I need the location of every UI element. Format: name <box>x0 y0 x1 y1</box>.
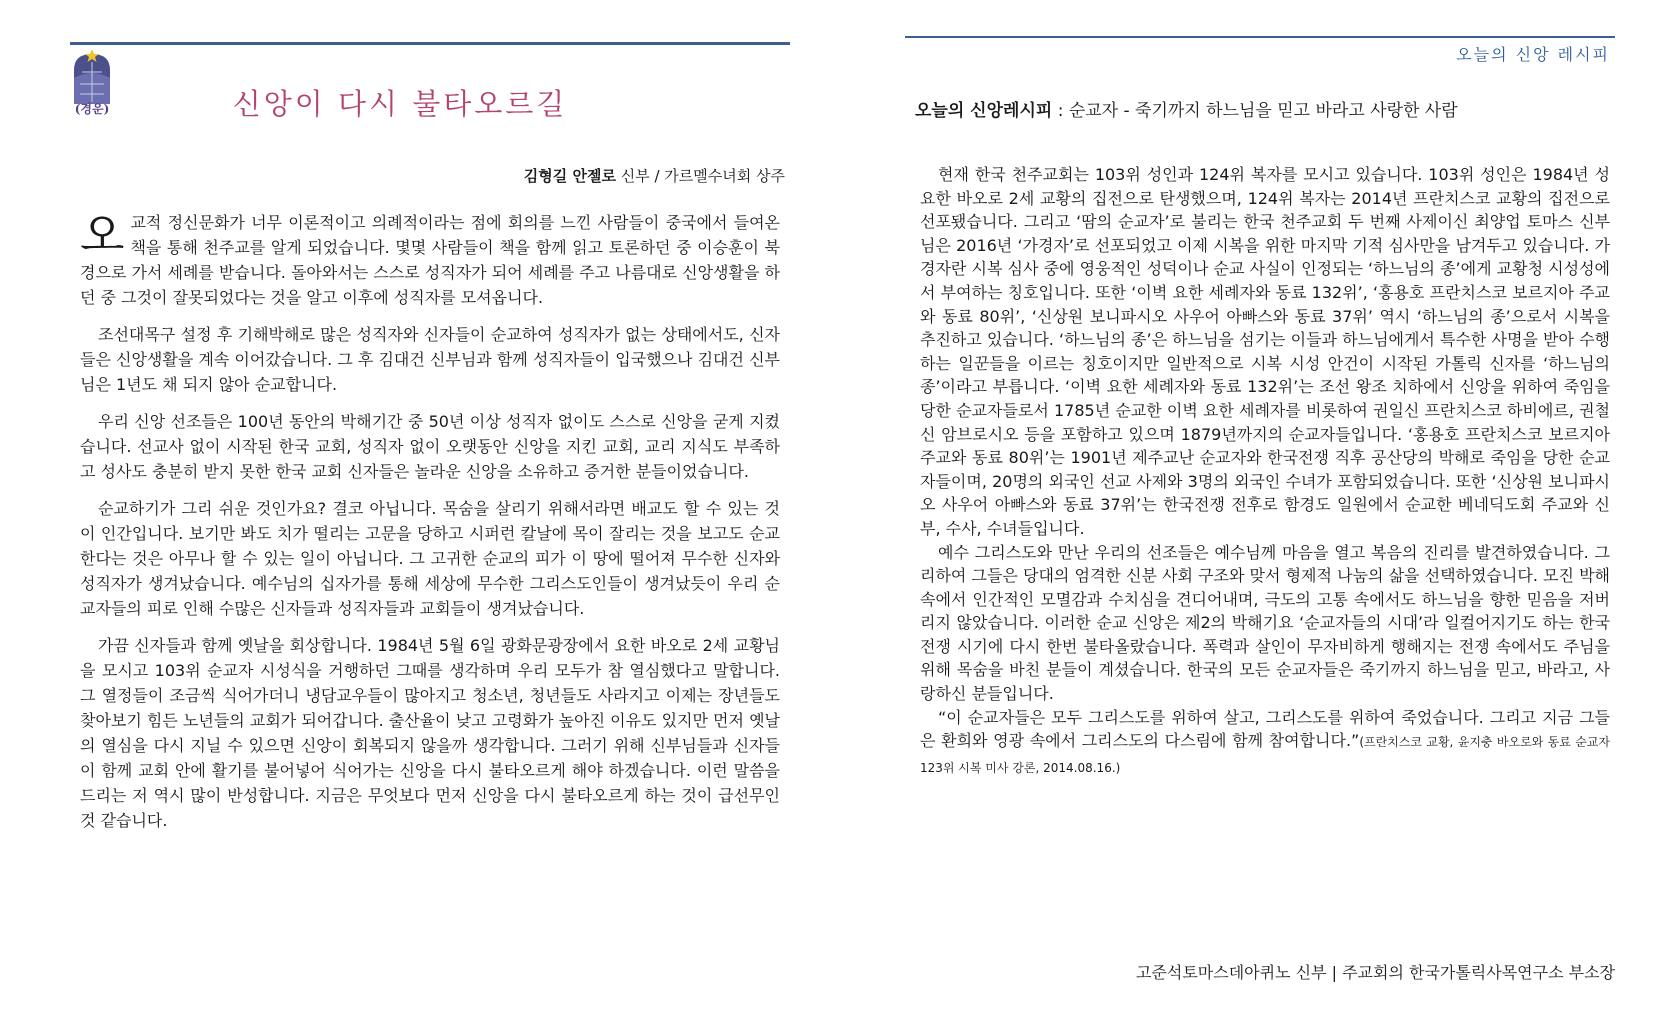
top-rule-left <box>70 42 790 45</box>
paragraph: 순교하기가 그리 쉬운 것인가요? 결코 아닙니다. 목숨을 살리기 위해서라면 배교도 할 수 있는 것이 인간입니다. 보기만 봐도 치가 떨리는 고문을 당하고 시퍼런 칼날에 목이 잘리는 것을 보고도 순교한다는 것은 아무나 할 수 있는 일이 아닙니다. 그 고귀한 순교의 피가 이 땅에 떨어져 무수한 신자와 성직자가 생겨났습니다. 예수님의 십자가를 통해 세상에 무수한 그리스도인들이 생겨났듯이 우리 순교자들의 피로 인해 수많은 신자들과 성직자들과 교회들이 생겨났습니다. <box>80 499 780 618</box>
top-rule-right <box>905 36 1615 38</box>
logo-label: (경운) <box>74 102 110 116</box>
paragraph: 우리 신앙 선조들은 100년 동안의 박해기간 중 50년 이상 성직자 없이도 스스로 신앙을 굳게 지켰습니다. 선교사 없이 시작된 한국 교회, 성직자 없이 오랫동안 신앙을 지킨 교회, 교리 지식도 부족하고 성사도 충분히 받지 못한 한국 교회 신자들은 놀라운 신앙을 소유하고 증거한 분들이었습니다. <box>80 412 780 481</box>
author-name: 김형길 안젤로 <box>523 167 616 185</box>
quote-text: “이 순교자들은 모두 그리스도를 위하여 살고, 그리스도를 위하여 죽었습니다. 그리고 지금 그들은 환희와 영광 속에서 그리스도의 다스림에 함께 참여합니다.” <box>920 707 1610 751</box>
author-role: 신부 / 가르멜수녀회 상주 <box>615 167 785 185</box>
left-page <box>60 0 785 1020</box>
author-byline-right: 고준석토마스데아퀴노 신부 | 주교회의 한국가톨릭사목연구소 부소장 <box>1135 963 1615 982</box>
section-header: 오늘의 신앙 레시피 <box>1456 45 1610 64</box>
paragraph: 가끔 신자들과 함께 옛날을 회상합니다. 1984년 5월 6일 광화문광장에서 요한 바오로 2세 교황님을 모시고 103위 순교자 시성식을 거행하던 그때를 생각하며 우리 모두가 참 열심했다고 말합니다. 그 열정들이 조금씩 식어가더니 냉담교우들이 많아지고 청소년, 청년들도 사라지고 이제는 장년들도 찾아보기 힘든 노년들의 교회가 되어갑니다. 출산율이 낮고 고령화가 높아진 이유도 있지만 먼저 옛날의 열심을 다시 지닐 수 있으면 신앙이 회복되지 않을까 생각합니다. 그러기 위해 신부님들과 신자들이 함께 교회 안에 활기를 불어넣어 식어가는 신앙을 다시 불타오르게 해야 하겠습니다. 이런 말씀을 드리는 저 역시 많이 반성합니다. 지금은 무엇보다 먼저 신앙을 다시 불타오르게 하는 것이 급선무인 것 같습니다. <box>80 636 780 830</box>
paragraph <box>80 210 780 310</box>
drop-cap: 오 <box>80 208 125 262</box>
paragraph: 현재 한국 천주교회는 103위 성인과 124위 복자를 모시고 있습니다. 103위 성인은 1984년 성 요한 바오로 2세 교황의 집전으로 탄생했으며, 124위 복자는 2014년 프란치스코 교황의 집전으로 선포됐습니다. 그리고 ‘땀의 순교자’로 불리는 한국 천주교회 두 번째 사제이신 최양업 토마스 신부님은 2016년 ‘가경자’로 선포되었고 이제 시복을 위한 마지막 기적 심사만을 남겨두고 있습니다. 가경자란 시복 심사 중에 영웅적인 성덕이나 순교 사실이 인정되는 ‘하느님의 종’에게 교황청 시성성에서 부여하는 칭호입니다. 또한 ‘이벽 요한 세례자와 동료 132위’, ‘홍용호 프란치스코 보르지아 주교와 동료 80위’, ‘신상원 보니파시오 사우어 아빠스와 동료 37위’ 역시 ‘하느님의 종’으로서 시복을 추진하고 있습니다. ‘하느님의 종’은 하느님을 섬기는 이들과 하느님에게서 특수한 사명을 받아 수행하는 일꾼들을 이르는 칭호이지만 일반적으로 시복 시성 안건이 시작된 가톨릭 신자를 ‘하느님의 종’이라고 부릅니다. ‘이벽 요한 세례자와 동료 132위’는 조선 왕조 치하에서 신앙을 위하여 죽임을 당한 순교자들로서 1785년 순교한 이벽 요한 세례자를 비롯하여 권일신 프란치스코 하비에르, 권철신 암브로시오 등을 포함하고 있으며 1879년까지의 순교자들입니다. ‘홍용호 프란치스코 보르지아 주교와 동료 80위’는 1901년 제주교난 순교자와 한국전쟁 직후 공산당의 박해로 죽임을 당한 순교자들이며, 20명의 외국인 선교 사제와 3명의 외국인 수녀가 포함되었습니다. 또한 ‘신상원 보니파시오 사우어 아빠스와 동료 37위’는 한국전쟁 전후로 함경도 일원에서 순교한 베네딕도회 주교와 신부, 수사, 수녀들입니다. <box>920 165 1610 538</box>
page-title: 신앙이 다시 불타오르길 <box>232 87 568 121</box>
quote-citation: (프란치스코 교황, 윤지충 바오로와 동료 순교자 123위 시복 미사 강론, 2014.08.16.) <box>920 735 1610 775</box>
paragraph: 예수 그리스도와 만난 우리의 선조들은 예수님께 마음을 열고 복음의 진리를 발견하였습니다. 그리하여 그들은 당대의 엄격한 신분 사회 구조와 맞서 형제적 나눔의 삶을 선택하였습니다. 모진 박해 속에서 인간적인 모멸감과 수치심을 견디어내며, 극도의 고통 속에서도 하느님을 향한 믿음을 저버리지 않았습니다. 이러한 순교 신앙은 제2의 박해기요 ‘순교자들의 시대’라 일컬어지기도 하는 한국전쟁 시기에 다시 한번 불타올랐습니다. 폭력과 살인이 무자비하게 행해지는 전쟁 속에서도 주님을 위해 목숨을 바친 분들이 계셨습니다. 한국의 모든 순교자들은 죽기까지 하느님을 믿고, 바라고, 사랑하신 분들입니다. <box>920 542 1610 704</box>
quote-paragraph <box>920 706 1610 781</box>
paragraph-text: 교적 정신문화가 너무 이론적이고 의례적이라는 점에 회의를 느낀 사람들이 중국에서 들여온 책을 통해 천주교를 알게 되었습니다. 몇몇 사람들이 책을 함께 읽고 토론하던 중 이승훈이 북경으로 가서 세례를 받습니다. 돌아와서는 스스로 성직자가 되어 세례를 주고 나름대로 신앙생활을 하던 중 그것이 잘못되었다는 것을 알고 이후에 성직자를 모셔옵니다. <box>80 213 780 307</box>
paragraph: 조선대목구 설정 후 기해박해로 많은 성직자와 신자들이 순교하여 성직자가 없는 상태에서도, 신자들은 신앙생활을 계속 이어갔습니다. 그 후 김대건 신부님과 함께 성직자들이 입국했으나 김대건 신부님은 1년도 채 되지 않아 순교합니다. <box>80 325 780 394</box>
article-body-right <box>920 163 1610 780</box>
author-byline <box>524 165 785 186</box>
article-body-left <box>80 210 780 845</box>
article-subtitle <box>915 96 1615 121</box>
subtitle-series: 오늘의 신앙레시피 <box>915 101 1053 121</box>
right-page <box>905 0 1615 1020</box>
subtitle-topic: : 순교자 - 죽기까지 하느님을 믿고 바라고 사랑한 사람 <box>1052 101 1458 121</box>
